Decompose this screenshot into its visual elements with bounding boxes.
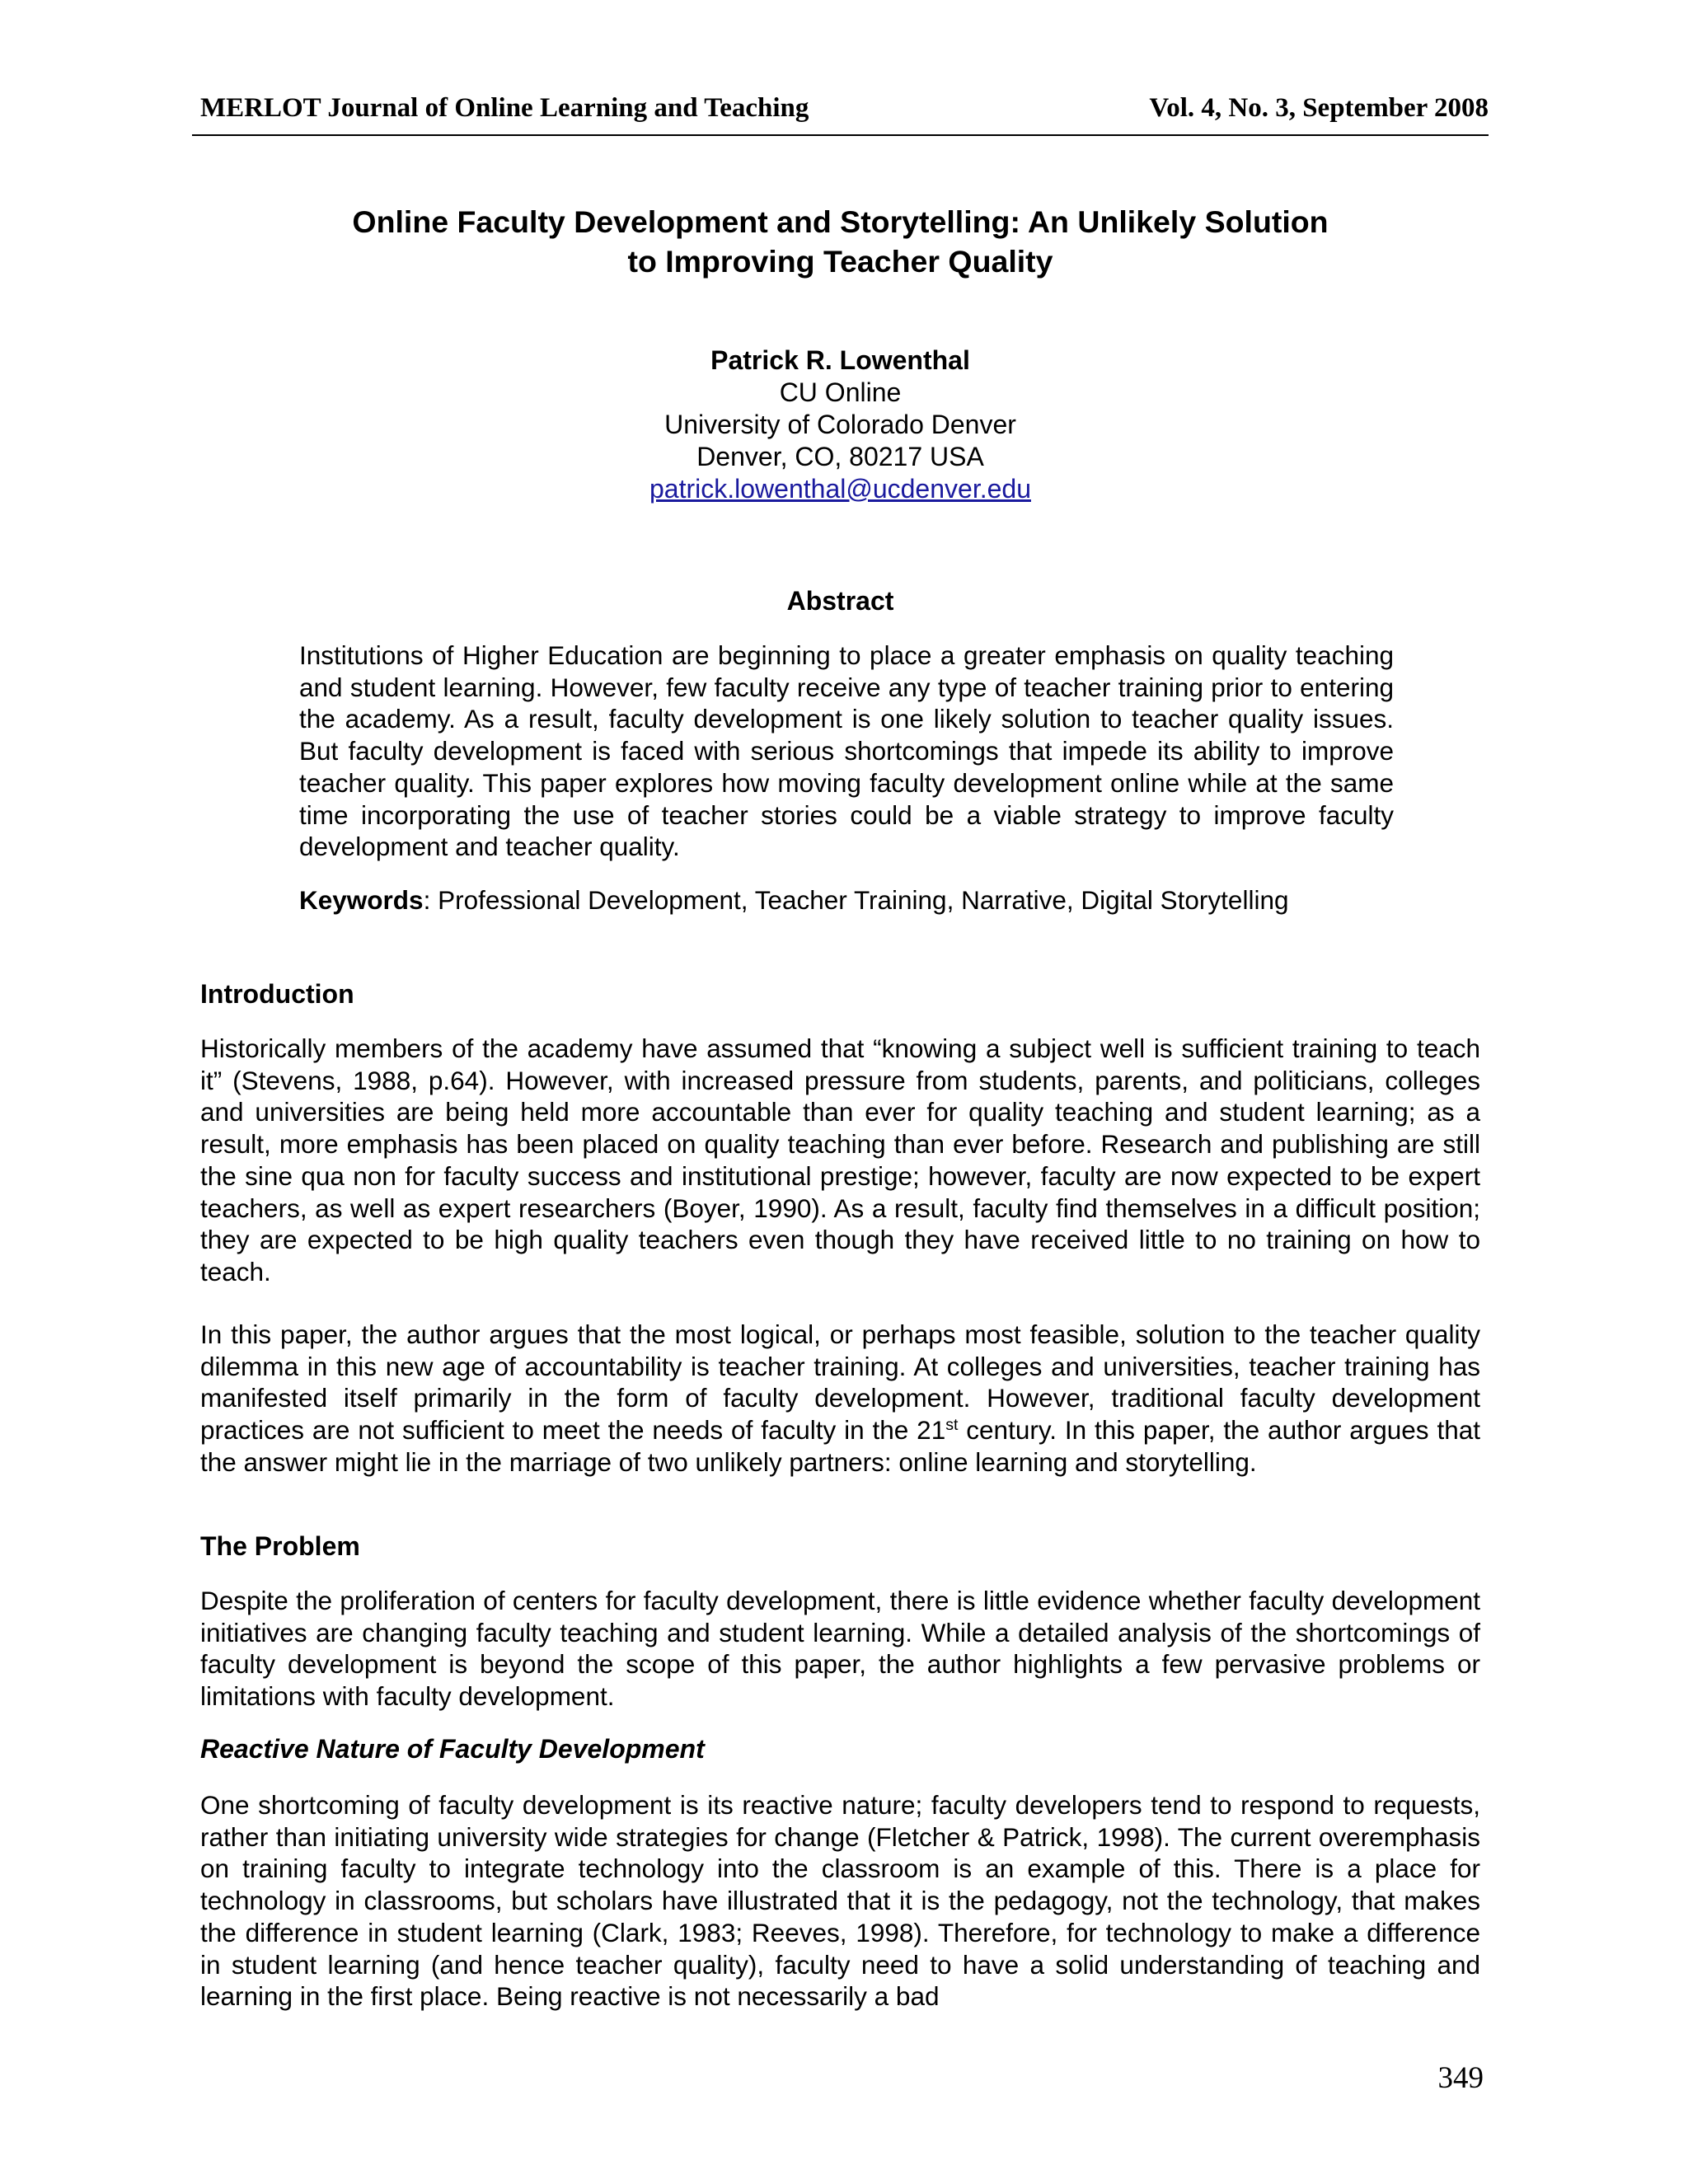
volume-issue: Vol. 4, No. 3, September 2008 xyxy=(1149,93,1489,123)
reactive-paragraph-1: One shortcoming of faculty development is its reactive nature; faculty developers tend to respond to requests, rather than initiating university wide strategies for change (Fletcher & Patrick, 1998). The current overemphasis on training faculty to integrate technology into the classroom is an example of this. There is a place for technology in classrooms, but scholars have illustrated that it is the pedagogy, not the technology, that makes the difference in student learning (Clark, 1983; Reeves, 1998). Therefore, for technology to make a difference in student learning (and hence teacher quality), faculty need to have a solid understanding of teaching and learning in the first place. Being reactive is not necessarily a bad xyxy=(200,1790,1480,2012)
keywords-label: Keywords xyxy=(299,885,424,915)
keywords-list: : Professional Development, Teacher Training, Narrative, Digital Storytelling xyxy=(423,885,1289,915)
reactive-nature-heading: Reactive Nature of Faculty Development xyxy=(200,1734,705,1764)
abstract-heading: Abstract xyxy=(786,586,894,616)
introduction-paragraph-1: Historically members of the academy have assumed that “knowing a subject well is sufficient training to teach it” (Stevens, 1988, p.64). However, with increased pressure from students, parents, and politicians, colleges and universities are being held more accountable than ever for quality teaching and student learning; as a result, more emphasis has been placed on quality teaching than ever before. Research and publishing are still the sine qua non for faculty success and institutional prestige; however, faculty are now expected to be expert teachers, as well as expert researchers (Boyer, 1990). As a result, faculty find themselves in a difficult position; they are expected to be high quality teachers even though they have received little to no training on how to teach. xyxy=(200,1033,1480,1286)
author-name: Patrick R. Lowenthal xyxy=(710,345,970,375)
keywords xyxy=(299,884,1453,916)
author-affiliation-2: University of Colorado Denver xyxy=(664,410,1016,439)
journal-name: MERLOT Journal of Online Learning and Teaching xyxy=(200,93,809,123)
page-number: 349 xyxy=(1437,2061,1484,2095)
introduction-heading: Introduction xyxy=(200,979,354,1009)
header-divider xyxy=(192,134,1489,136)
author-address: Denver, CO, 80217 USA xyxy=(696,442,984,471)
title-line-2: to Improving Teacher Quality xyxy=(627,244,1053,279)
running-header xyxy=(192,87,1489,129)
abstract-text: Institutions of Higher Education are beginning to place a greater emphasis on quality teaching and student learning. However, few faculty receive any type of teacher training prior to entering the academy. As a result, faculty development is one likely solution to teacher quality issues. But faculty development is faced with serious shortcomings that impede its ability to improve teacher quality. This paper explores how moving faculty development online while at the same time incorporating the use of teacher stories could be a viable strategy to improve faculty development and teacher quality. xyxy=(299,640,1394,862)
ordinal-superscript: st xyxy=(945,1416,959,1435)
paper-title xyxy=(192,202,1489,281)
problem-paragraph-1: Despite the proliferation of centers for faculty development, there is little evidence whether faculty development initiatives are changing faculty teaching and student learning. While a detailed analysis of the shortcomings of faculty development is beyond the scope of this paper, the author highlights a few pervasive problems or limitations with faculty development. xyxy=(200,1586,1480,1712)
author-email-link[interactable]: patrick.lowenthal@ucdenver.edu xyxy=(649,474,1031,504)
title-line-1: Online Faculty Development and Storytelling: An Unlikely Solution xyxy=(352,204,1329,239)
author-affiliation-1: CU Online xyxy=(779,377,902,407)
author-block xyxy=(192,344,1489,505)
problem-heading: The Problem xyxy=(200,1531,360,1561)
introduction-paragraph-2: In this paper, the author argues that the most logical, or perhaps most feasible, solution to the teacher quality dilemma in this new age of accountability is teacher training. At colleges and universities, teacher training has manifested itself primarily in the form of faculty development. However, traditional faculty development practices are not sufficient to meet the needs of faculty in the 21st century. In this paper, the author argues that the answer might lie in the marriage of two unlikely partners: online learning and storytelling. xyxy=(200,1319,1480,1477)
